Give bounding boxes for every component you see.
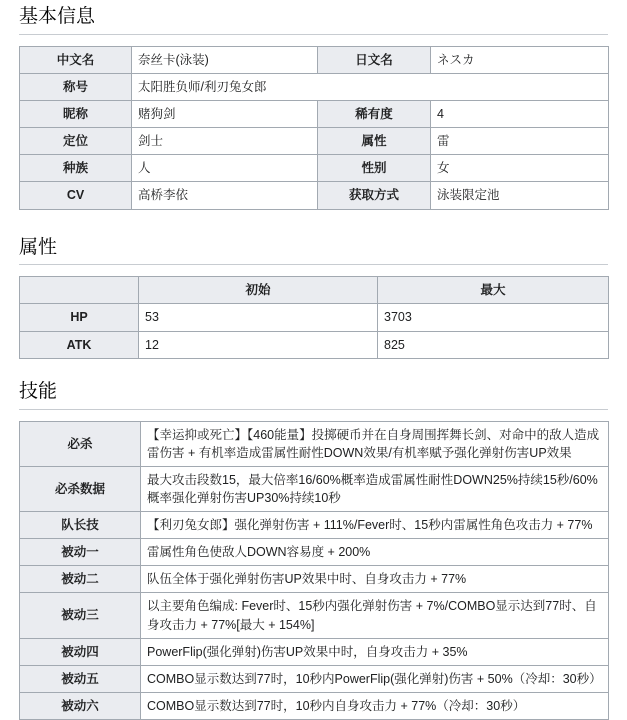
table-row	[20, 128, 609, 155]
basic-label-element: 属性	[318, 128, 431, 155]
table-row	[20, 304, 609, 331]
basic-value-cv: 高桥李依	[132, 182, 318, 209]
table-row	[20, 466, 609, 511]
skill-desc-passive-5: COMBO显示数达到77时，10秒内PowerFlip(强化弹射)伤害 + 50%（冷却：30秒）	[141, 665, 609, 692]
basic-value-element: 雷	[431, 128, 609, 155]
skill-desc-passive-1: 雷属性角色使敌人DOWN容易度 + 200%	[141, 539, 609, 566]
attributes-corner-cell	[20, 277, 139, 304]
basic-label-japanese-name: 日文名	[318, 46, 431, 73]
skill-label-passive-2: 被动二	[20, 566, 141, 593]
section-heading-skills: 技能	[19, 373, 608, 410]
basic-value-acquisition: 泳装限定池	[431, 182, 609, 209]
skill-desc-passive-6: COMBO显示数达到77时，10秒内自身攻击力 + 77%（冷却：30秒）	[141, 692, 609, 719]
basic-value-chinese-name: 奈丝卡(泳装)	[132, 46, 318, 73]
basic-info-table	[19, 46, 609, 210]
basic-value-role: 剑士	[132, 128, 318, 155]
basic-value-gender: 女	[431, 155, 609, 182]
attributes-atk-max: 825	[378, 331, 609, 358]
skill-label-passive-5: 被动五	[20, 665, 141, 692]
basic-value-race: 人	[132, 155, 318, 182]
basic-label-gender: 性别	[318, 155, 431, 182]
table-row	[20, 155, 609, 182]
skill-desc-passive-4: PowerFlip(强化弹射)伤害UP效果中时，自身攻击力 + 35%	[141, 638, 609, 665]
basic-label-acquisition: 获取方式	[318, 182, 431, 209]
basic-label-rarity: 稀有度	[318, 101, 431, 128]
basic-label-race: 种族	[20, 155, 132, 182]
attributes-label-atk: ATK	[20, 331, 139, 358]
section-spacer	[19, 359, 608, 373]
skill-desc-passive-3: 以主要角色编成: Fever时、15秒内强化弹射伤害 + 7%/COMBO显示达到77时、自身攻击力 + 77%[最大 + 154%]	[141, 593, 609, 638]
attributes-table	[19, 276, 609, 358]
attributes-header-max: 最大	[378, 277, 609, 304]
skill-label-passive-4: 被动四	[20, 638, 141, 665]
basic-label-nickname: 昵称	[20, 101, 132, 128]
skill-desc-passive-2: 队伍全体于强化弹射伤害UP效果中时、自身攻击力 + 77%	[141, 566, 609, 593]
table-row	[20, 665, 609, 692]
basic-label-title: 称号	[20, 73, 132, 100]
table-row	[20, 539, 609, 566]
table-row	[20, 182, 609, 209]
table-header-row	[20, 277, 609, 304]
section-spacer	[19, 210, 608, 229]
basic-label-role: 定位	[20, 128, 132, 155]
table-row	[20, 101, 609, 128]
attributes-hp-initial: 53	[139, 304, 378, 331]
table-row	[20, 512, 609, 539]
section-heading-basic-info: 基本信息	[19, 0, 608, 35]
skill-label-ultimate-data: 必杀数据	[20, 466, 141, 511]
table-row	[20, 638, 609, 665]
basic-value-title: 太阳胜负师/利刃兔女郎	[132, 73, 609, 100]
table-row	[20, 421, 609, 466]
basic-label-chinese-name: 中文名	[20, 46, 132, 73]
table-row	[20, 73, 609, 100]
table-row	[20, 331, 609, 358]
skill-desc-ultimate: 【幸运抑或死亡】【460能量】投掷硬币并在自身周围挥舞长剑、对命中的敌人造成雷伤害 + 有机率造成雷属性耐性DOWN效果/有机率赋予强化弹射伤害UP效果	[141, 421, 609, 466]
table-row	[20, 593, 609, 638]
skill-label-ultimate: 必杀	[20, 421, 141, 466]
attributes-label-hp: HP	[20, 304, 139, 331]
attributes-header-initial: 初始	[139, 277, 378, 304]
skill-label-passive-1: 被动一	[20, 539, 141, 566]
table-row	[20, 46, 609, 73]
skill-label-passive-6: 被动六	[20, 692, 141, 719]
skill-desc-ultimate-data: 最大攻击段数15，最大倍率16/60%概率造成雷属性耐性DOWN25%持续15秒/60%概率强化弹射伤害UP30%持续10秒	[141, 466, 609, 511]
basic-value-nickname: 赌狗剑	[132, 101, 318, 128]
attributes-atk-initial: 12	[139, 331, 378, 358]
skills-table	[19, 421, 609, 720]
basic-value-rarity: 4	[431, 101, 609, 128]
skill-label-leader: 队长技	[20, 512, 141, 539]
skill-label-passive-3: 被动三	[20, 593, 141, 638]
table-row	[20, 692, 609, 719]
table-row	[20, 566, 609, 593]
skill-desc-leader: 【利刃兔女郎】强化弹射伤害 + 111%/Fever时、15秒内雷属性角色攻击力 + 77%	[141, 512, 609, 539]
section-heading-attributes: 属性	[19, 229, 608, 266]
basic-value-japanese-name: ネスカ	[431, 46, 609, 73]
basic-label-cv: CV	[20, 182, 132, 209]
attributes-hp-max: 3703	[378, 304, 609, 331]
